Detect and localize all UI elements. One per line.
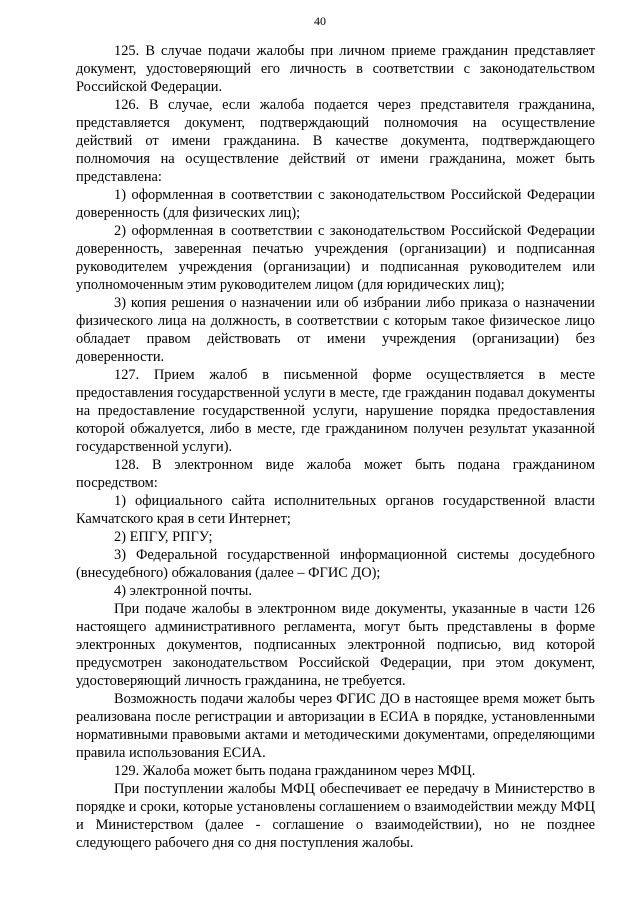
- list-item: 3) копия решения о назначении или об избрании либо приказа о назначении физического лица на должность, в соответствии с которым такое физическое лицо обладает правом действовать от имени учреждения (организации) без доверенности.: [76, 295, 595, 365]
- paragraph: Возможность подачи жалобы через ФГИС ДО в настоящее время может быть реализована после регистрации и авторизации в ЕСИА в порядке, установленными нормативными правовыми актами и методическими документами, определяющими правила использования ЕСИА.: [76, 691, 595, 761]
- paragraph: При поступлении жалобы МФЦ обеспечивает ее передачу в Министерство в порядке и сроки, которые установлены соглашением о взаимодействии между МФЦ и Министерством (далее - соглашение о взаимодействии), но не позднее следующего рабочего дня со дня поступления жалобы.: [76, 781, 595, 851]
- paragraph-127: 127. Прием жалоб в письменной форме осуществляется в месте предоставления государственной услуги в месте, где гражданин подавал документы на предоставление государственной услуги, нарушение порядка предоставления которой обжалуется, либо в месте, где гражданином получен результат указанной государственной услуги).: [76, 367, 595, 455]
- paragraph-129: 129. Жалоба может быть подана гражданином через МФЦ.: [114, 763, 476, 779]
- list-item: 2) ЕПГУ, РПГУ;: [114, 529, 213, 545]
- paragraph: При подаче жалобы в электронном виде документы, указанные в части 126 настоящего административного регламента, могут быть представлены в форме электронных документов, подписанных электронной подписью, вид которой предусмотрен законодательством Российской Федерации, при этом документ, удостоверяющий личность гражданина, не требуется.: [76, 601, 595, 689]
- paragraph-128: 128. В электронном виде жалоба может быть подана гражданином посредством:: [76, 457, 595, 491]
- page-number: 40: [314, 14, 326, 28]
- paragraph-126: 126. В случае, если жалоба подается через представителя гражданина, представляется документ, подтверждающий полномочия на осуществление действий от имени гражданина. В качестве документа, подтверждающего полномочия на осуществление действий от имени гражданина, может быть представлена:: [76, 97, 595, 185]
- list-item: 4) электронной почты.: [114, 583, 252, 599]
- list-item: 3) Федеральной государственной информационной системы досудебного (внесудебного) обжалования (далее – ФГИС ДО);: [76, 547, 595, 581]
- list-item: 1) официального сайта исполнительных органов государственной власти Камчатского края в сети Интернет;: [76, 493, 595, 527]
- list-item: 1) оформленная в соответствии с законодательством Российской Федерации доверенность (для физических лиц);: [76, 187, 595, 221]
- document-body: [76, 42, 595, 852]
- paragraph-125: 125. В случае подачи жалобы при личном приеме гражданин представляет документ, удостоверяющий его личность в соответствии с законодательством Российской Федерации.: [76, 43, 595, 95]
- list-item: 2) оформленная в соответствии с законодательством Российской Федерации доверенность, заверенная печатью учреждения (организации) и подписанная руководителем учреждения (организации) и подписанная руководителем или уполномоченным этим руководителем лицом (для юридических лиц);: [76, 223, 595, 293]
